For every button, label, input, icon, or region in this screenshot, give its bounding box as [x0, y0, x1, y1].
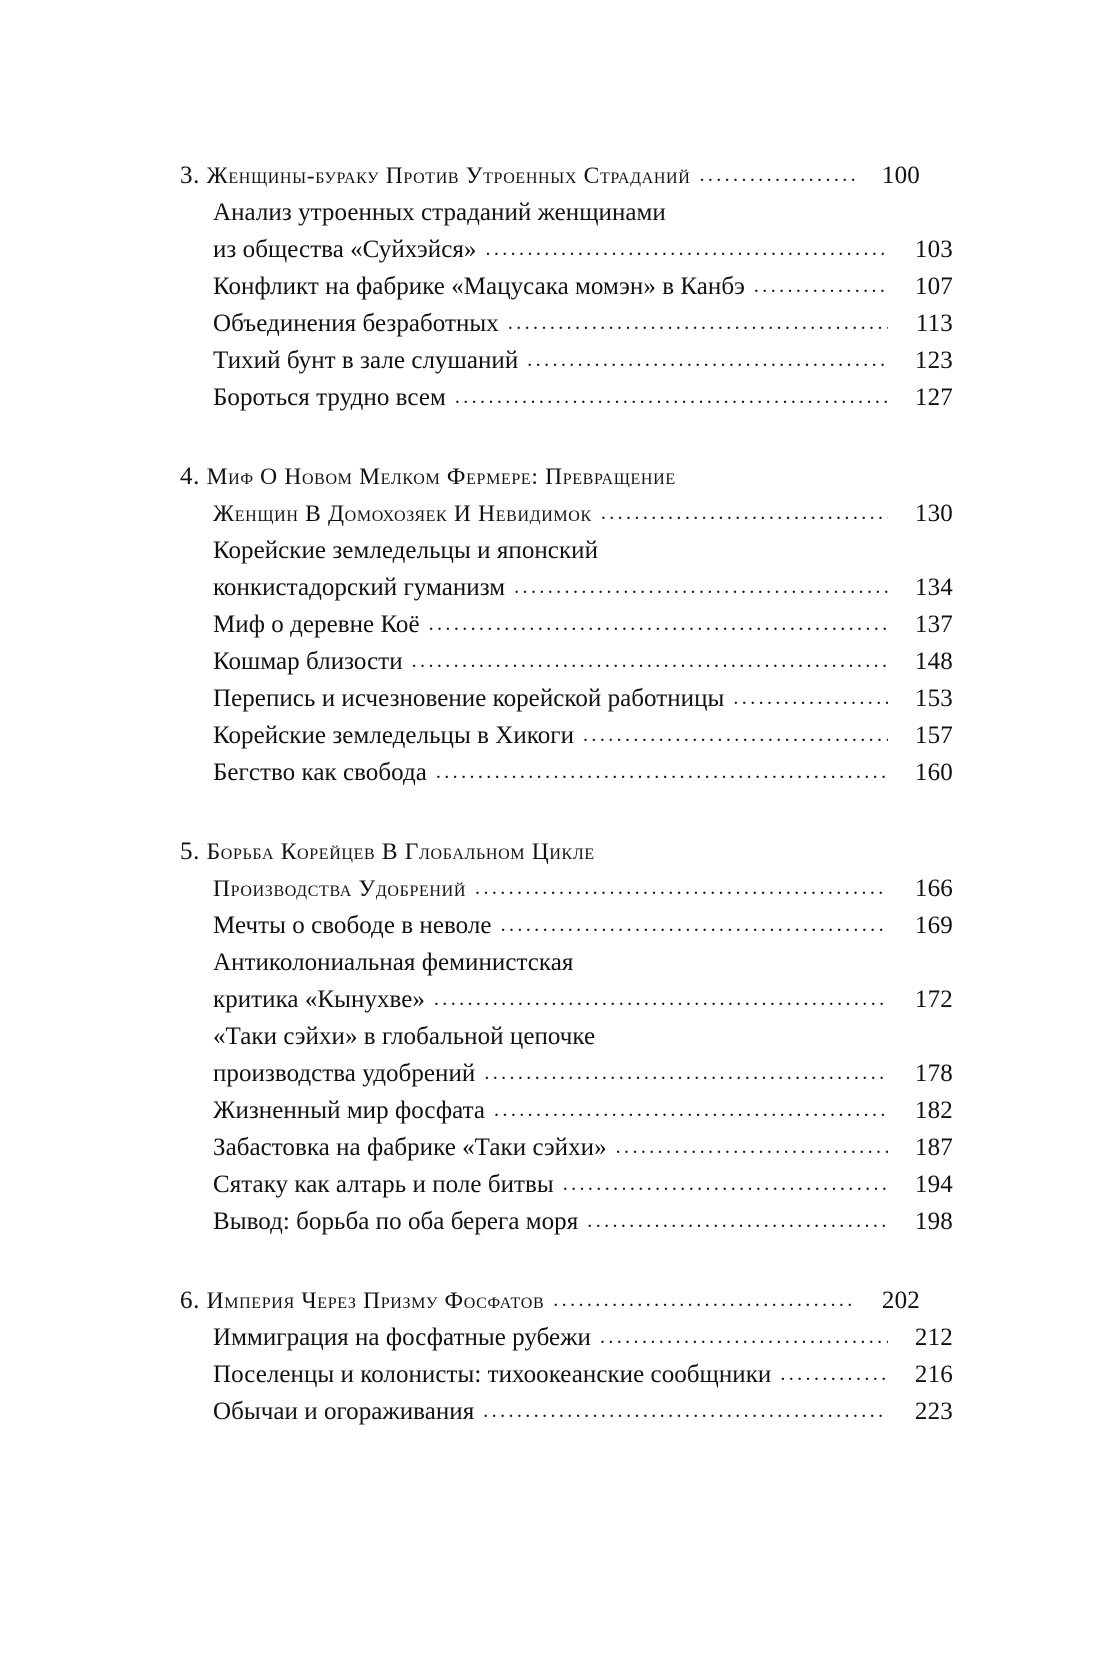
toc-section-entry[interactable]	[180, 236, 953, 273]
toc-leader-dots	[484, 1063, 888, 1083]
toc-entry-title: Корейские земледельцы в Хикоги	[213, 722, 575, 749]
toc-entry-label	[213, 1208, 578, 1236]
toc-entry-label	[180, 1287, 544, 1315]
toc-page-number: 202	[881, 1287, 920, 1314]
toc-leader-dots	[733, 688, 888, 708]
toc-entry-title: Кошмар близости	[213, 648, 403, 675]
toc-entry-title: Объединения безработных	[213, 310, 499, 337]
toc-leader-dots	[780, 1364, 888, 1384]
toc-leader-dots	[600, 1327, 888, 1347]
toc-leader-dots	[553, 1290, 855, 1310]
toc-page-number: 123	[914, 347, 953, 374]
toc-leader-dots	[616, 1137, 888, 1157]
toc-entry-label	[213, 501, 592, 528]
toc-entry-label	[213, 1171, 554, 1199]
toc-page-number: 187	[914, 1134, 953, 1161]
toc-entry-label	[213, 876, 466, 903]
toc-entry-title: конкистадорский гуманизм	[213, 574, 506, 601]
toc-leader-dots	[563, 1174, 888, 1194]
toc-entry-title: Мечты о свободе в неволе	[213, 912, 492, 939]
toc-section-entry[interactable]	[180, 1171, 953, 1208]
toc-entry-label	[213, 310, 499, 338]
toc-chapter-number: 6.	[180, 1287, 201, 1314]
toc-leader-dots	[434, 989, 888, 1009]
toc-section-entry[interactable]	[180, 1324, 953, 1361]
toc-entry-label	[213, 949, 573, 977]
toc-leader-dots	[485, 239, 888, 259]
toc-page-number: 223	[914, 1398, 953, 1425]
toc-leader-dots	[527, 350, 888, 370]
toc-chapter-entry[interactable]	[180, 162, 920, 199]
toc-page-number: 100	[881, 162, 920, 189]
toc-leader-dots	[508, 313, 888, 333]
toc-leader-dots	[429, 614, 888, 634]
toc-leader-dots	[483, 1401, 888, 1421]
toc-chapter-number: 4.	[180, 463, 201, 490]
toc-leader-dots	[436, 762, 888, 782]
toc-chapter-number: 3.	[180, 162, 201, 189]
toc-section-entry[interactable]	[180, 273, 953, 310]
toc-section-entry[interactable]	[180, 199, 953, 236]
toc-leader-dots	[699, 165, 855, 185]
toc-entry-label	[213, 1134, 607, 1162]
toc-entry-label	[213, 1361, 771, 1389]
toc-leader-dots	[494, 1100, 888, 1120]
toc-entry-title: Забастовка на фабрике «Таки сэйхи»	[213, 1134, 607, 1161]
toc-page-number: 107	[914, 273, 953, 300]
toc-entry-label	[213, 1324, 591, 1352]
toc-page-number: 194	[914, 1171, 953, 1198]
toc-entry-label	[213, 912, 492, 940]
toc-leader-dots	[455, 387, 888, 407]
toc-chapter-number: 5.	[180, 838, 201, 865]
toc-chapter-entry[interactable]	[180, 1287, 920, 1324]
toc-section-entry[interactable]	[180, 685, 953, 722]
toc-entry-title: Женщины-бураку Против Утроенных Страданий	[206, 163, 691, 189]
toc-page-number: 198	[914, 1208, 953, 1235]
toc-entry-label	[213, 537, 598, 565]
toc-entry-label	[213, 759, 427, 787]
toc-section-entry[interactable]	[180, 648, 953, 685]
toc-leader-dots	[475, 878, 888, 898]
toc-entry-title: Сятаку как алтарь и поле битвы	[213, 1171, 554, 1198]
toc-entry-title: Анализ утроенных страданий женщинами	[213, 199, 666, 226]
toc-section-entry[interactable]	[180, 1060, 953, 1097]
toc-entry-label	[180, 838, 595, 866]
toc-leader-dots	[601, 503, 888, 523]
toc-entry-title: Миф о деревне Коё	[213, 611, 420, 638]
toc-entry-label	[213, 986, 425, 1014]
toc-entry-title: производства удобрений	[213, 1060, 476, 1087]
toc-entry-title: из общества «Суйхэйся»	[213, 236, 477, 263]
toc-entry-label	[213, 574, 505, 602]
toc-leader-dots	[501, 915, 888, 935]
toc-section-entry[interactable]	[180, 986, 953, 1023]
toc-leader-dots	[754, 276, 888, 296]
toc-entry-label	[180, 162, 690, 190]
toc-chapter-group	[180, 162, 953, 421]
toc-entry-label	[213, 1097, 485, 1125]
toc-entry-title: «Таки сэйхи» в глобальной цепочке	[213, 1023, 596, 1050]
toc-entry-label	[213, 648, 403, 676]
toc-page-number: 148	[914, 648, 953, 675]
toc-section-entry[interactable]	[180, 759, 953, 796]
toc-entry-label	[213, 273, 745, 301]
toc-section-entry[interactable]	[180, 1023, 953, 1060]
toc-entry-title: Бороться трудно всем	[213, 384, 446, 411]
toc-page-number: 103	[914, 236, 953, 263]
toc-entry-label	[213, 1398, 474, 1426]
toc-page-number: 157	[914, 722, 953, 749]
toc-section-entry[interactable]	[180, 574, 953, 611]
toc-entry-label	[213, 611, 420, 639]
toc-entry-title: Иммиграция на фосфатные рубежи	[213, 1324, 591, 1351]
toc-section-entry[interactable]	[180, 1361, 953, 1398]
toc-leader-dots	[412, 651, 888, 671]
toc-entry-title: Женщин В Домохозяек И Невидимок	[213, 501, 592, 527]
toc-page-number: 137	[914, 611, 953, 638]
toc-section-entry[interactable]	[180, 537, 953, 574]
toc-section-entry[interactable]	[180, 912, 953, 949]
toc-section-entry[interactable]	[180, 1398, 953, 1435]
toc-section-entry[interactable]	[180, 384, 953, 421]
toc-page-number: 160	[914, 759, 953, 786]
toc-chapter-entry[interactable]	[180, 875, 953, 912]
toc-leader-dots	[587, 1211, 888, 1231]
toc-entry-title: Жизненный мир фосфата	[213, 1097, 486, 1124]
toc-section-entry[interactable]	[180, 611, 953, 648]
toc-section-entry[interactable]	[180, 1208, 953, 1245]
toc-page-number: 134	[914, 574, 953, 601]
toc-entry-label	[213, 384, 446, 412]
table-of-contents	[180, 162, 953, 1435]
toc-entry-title: Вывод: борьба по оба берега моря	[213, 1208, 579, 1235]
toc-page-number: 127	[914, 384, 953, 411]
toc-entry-title: критика «Кынухве»	[213, 986, 425, 1013]
toc-page-number: 130	[914, 500, 953, 527]
toc-chapter-entry[interactable]	[180, 500, 953, 537]
toc-entry-title: Производства Удобрений	[213, 876, 467, 902]
toc-section-entry[interactable]	[180, 722, 953, 759]
toc-entry-title: Корейские земледельцы и японский	[213, 537, 599, 564]
toc-entry-label	[180, 463, 676, 491]
toc-page-number: 113	[915, 310, 953, 337]
toc-entry-title: Тихий бунт в зале слушаний	[213, 347, 519, 374]
toc-section-entry[interactable]	[180, 1097, 953, 1134]
toc-entry-title: Антиколониальная феминистская	[213, 949, 574, 976]
toc-entry-label	[213, 1023, 595, 1051]
toc-page-number: 212	[914, 1324, 953, 1351]
toc-entry-label	[213, 722, 574, 750]
toc-entry-label	[213, 236, 476, 264]
toc-entry-title: Миф О Новом Мелком Фермере: Превращение	[206, 464, 676, 490]
toc-entry-label	[213, 685, 724, 713]
toc-entry-label	[213, 199, 666, 227]
toc-chapter-entry[interactable]	[180, 838, 920, 875]
toc-section-entry[interactable]	[180, 1134, 953, 1171]
toc-section-entry[interactable]	[180, 949, 953, 986]
toc-page-number: 178	[914, 1060, 953, 1087]
toc-entry-label	[213, 1060, 475, 1088]
toc-entry-title: Бегство как свобода	[213, 759, 427, 786]
toc-entry-title: Обычаи и огораживания	[213, 1398, 475, 1425]
toc-entry-title: Конфликт на фабрике «Мацусака момэн» в Канбэ	[213, 273, 745, 300]
toc-entry-label	[213, 347, 518, 375]
toc-page-number: 169	[914, 912, 953, 939]
toc-page-number: 216	[914, 1361, 953, 1388]
toc-page-number: 182	[914, 1097, 953, 1124]
toc-entry-title: Борьба Корейцев В Глобальном Цикле	[206, 839, 595, 865]
toc-section-entry[interactable]	[180, 347, 953, 384]
toc-section-entry[interactable]	[180, 310, 953, 347]
toc-chapter-group	[180, 463, 953, 796]
toc-chapter-group	[180, 838, 953, 1245]
toc-entry-title: Поселенцы и колонисты: тихоокеанские сообщники	[213, 1361, 772, 1388]
toc-chapter-group	[180, 1287, 953, 1435]
toc-leader-dots	[583, 725, 888, 745]
toc-entry-title: Перепись и исчезновение корейской работницы	[213, 685, 725, 712]
toc-entry-title: Империя Через Призму Фосфатов	[206, 1288, 545, 1314]
toc-page-number: 166	[914, 875, 953, 902]
toc-page-number: 172	[914, 986, 953, 1013]
toc-chapter-entry[interactable]	[180, 463, 920, 500]
toc-leader-dots	[514, 577, 888, 597]
toc-page-number: 153	[914, 685, 953, 712]
